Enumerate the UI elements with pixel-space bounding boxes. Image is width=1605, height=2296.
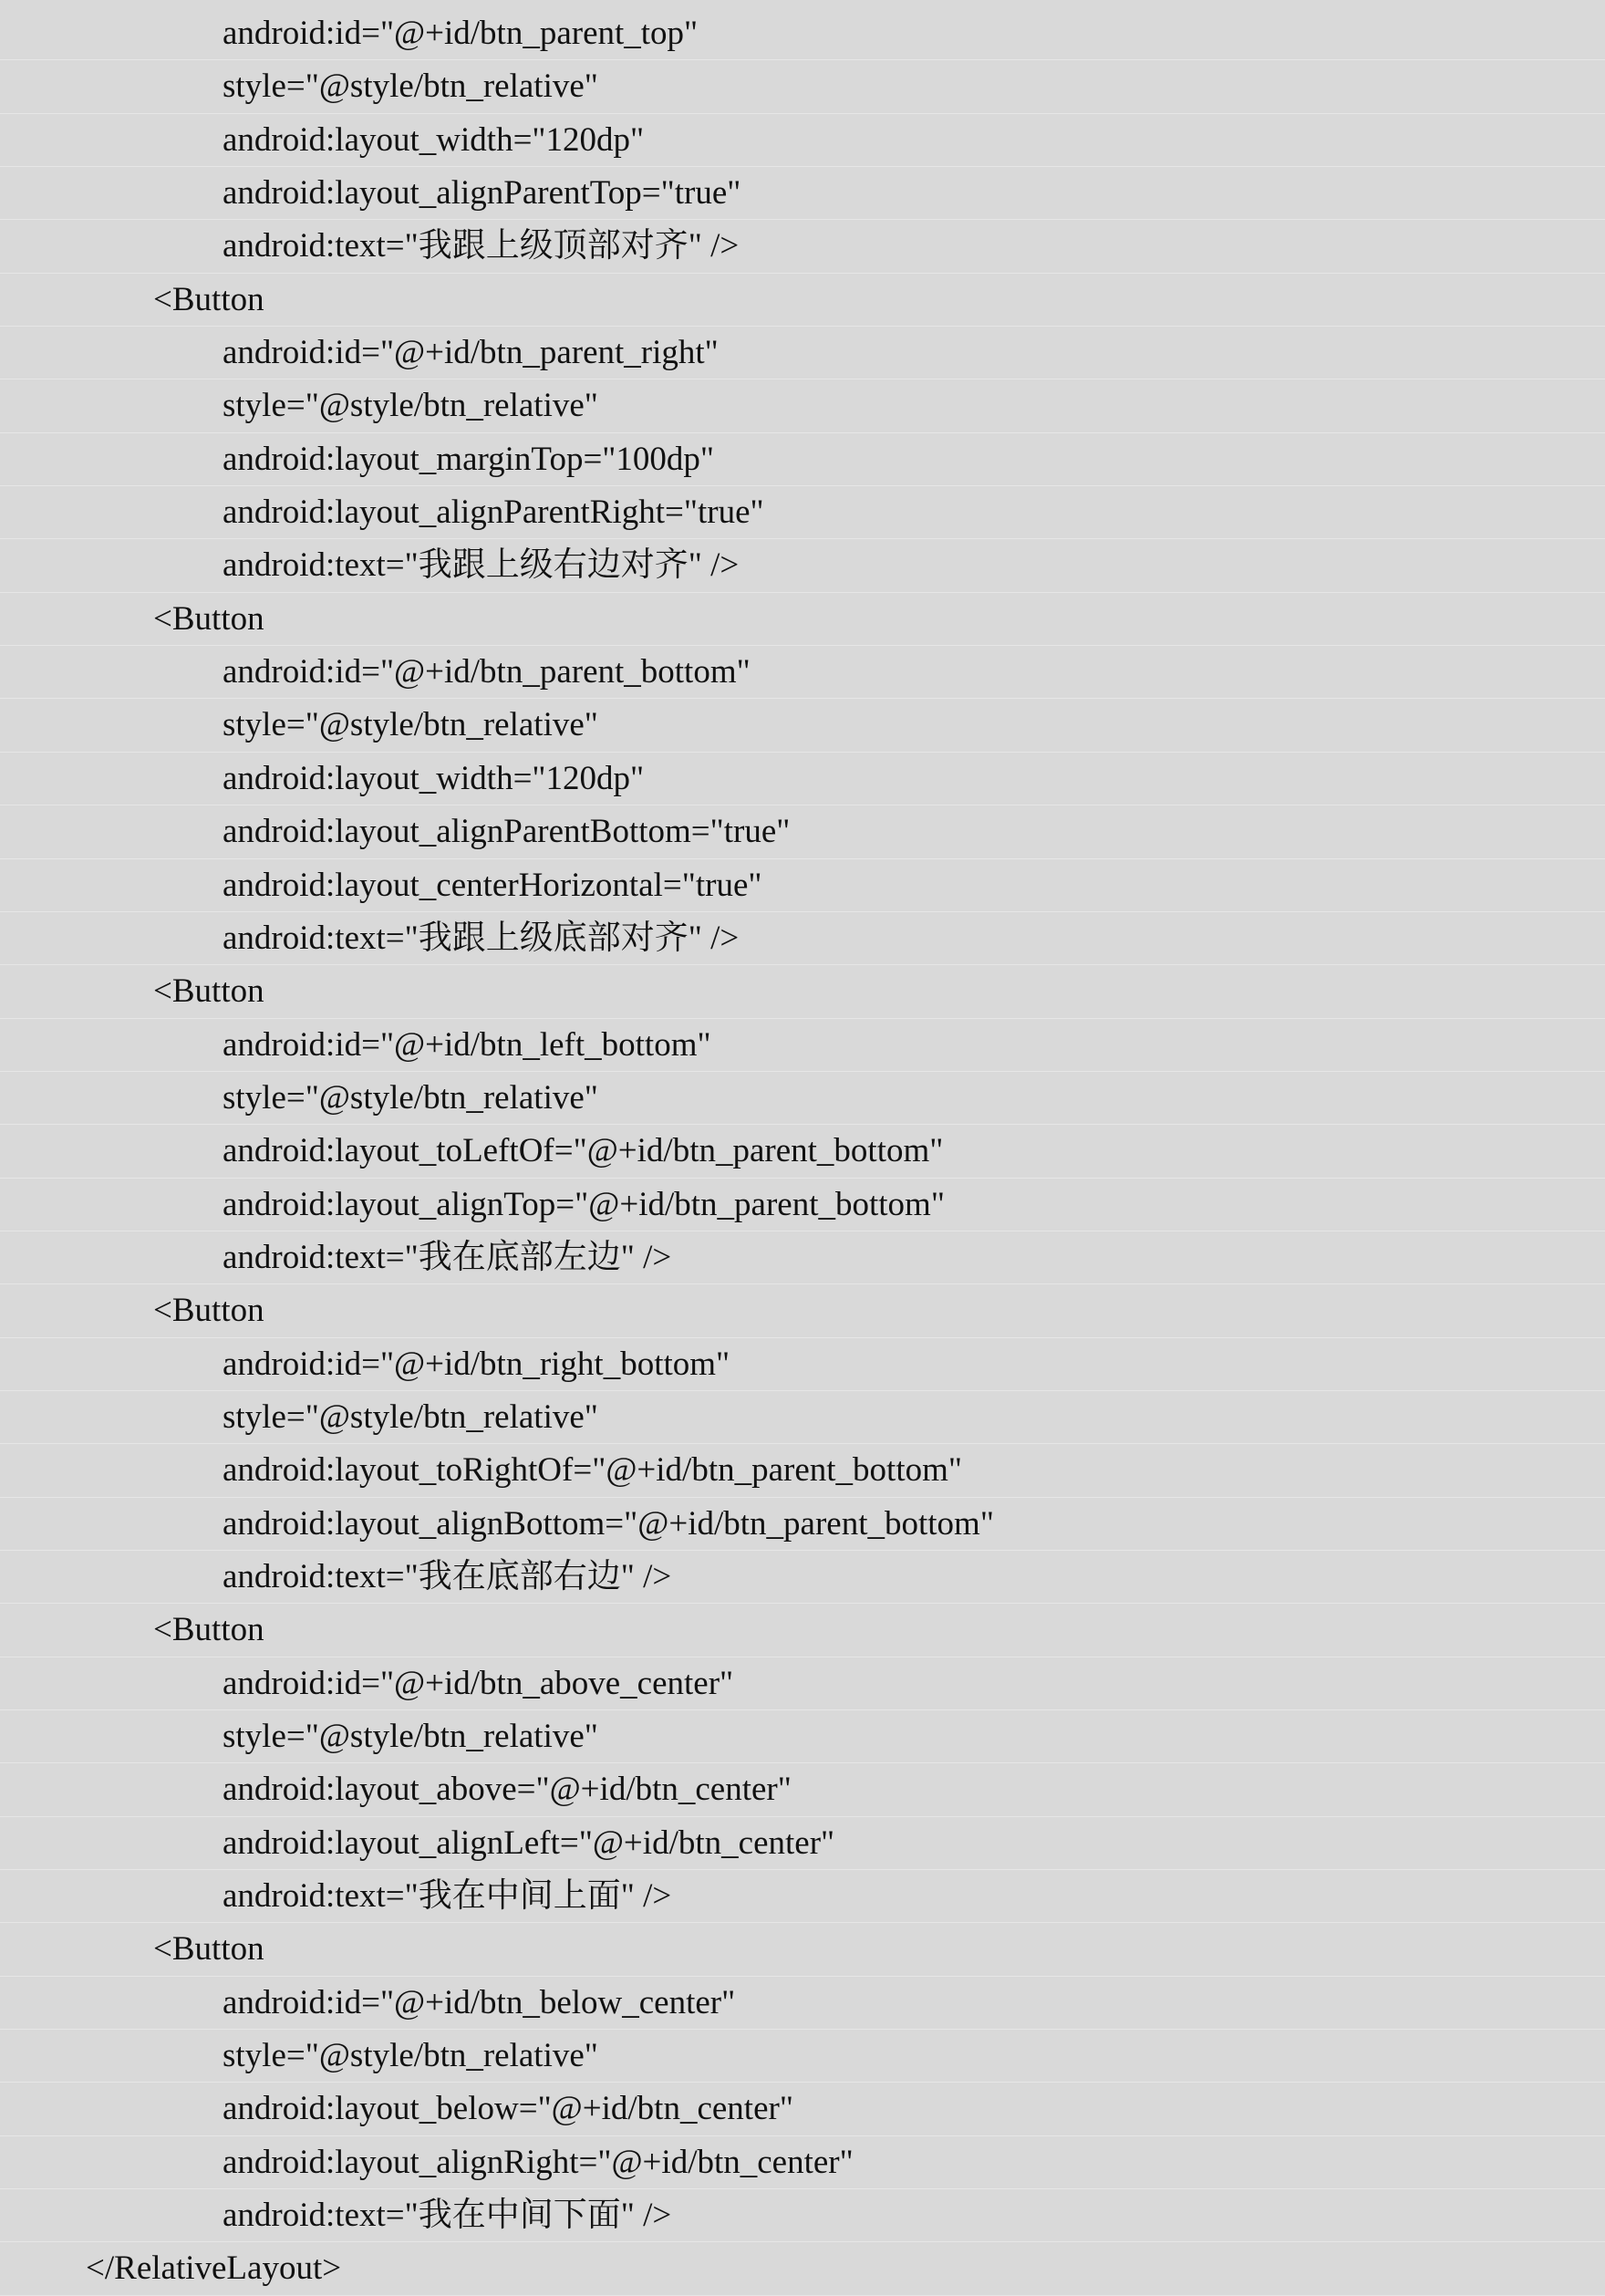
code-line: android:id="@+id/btn_parent_right": [0, 327, 1605, 379]
code-line: android:layout_marginTop="100dp": [0, 433, 1605, 486]
code-line: android:layout_alignParentTop="true": [0, 167, 1605, 220]
code-line: android:id="@+id/btn_above_center": [0, 1657, 1605, 1710]
code-line: <Button: [0, 1284, 1605, 1337]
code-line: android:layout_width="120dp": [0, 753, 1605, 805]
code-line: android:id="@+id/btn_parent_top": [0, 7, 1605, 60]
code-line: android:id="@+id/btn_below_center": [0, 1977, 1605, 2030]
code-line: android:id="@+id/btn_left_bottom": [0, 1019, 1605, 1072]
code-line: style="@style/btn_relative": [0, 60, 1605, 113]
code-line: android:id="@+id/btn_parent_bottom": [0, 646, 1605, 699]
code-line: android:id="@+id/btn_right_bottom": [0, 1338, 1605, 1391]
code-line: android:text="我跟上级底部对齐" />: [0, 912, 1605, 965]
code-line: android:layout_below="@+id/btn_center": [0, 2083, 1605, 2135]
code-line: android:layout_alignRight="@+id/btn_center": [0, 2136, 1605, 2189]
code-line: style="@style/btn_relative": [0, 699, 1605, 752]
code-line: android:text="我跟上级顶部对齐" />: [0, 220, 1605, 273]
code-line: <Button: [0, 1604, 1605, 1657]
code-line: android:layout_toLeftOf="@+id/btn_parent_bottom": [0, 1125, 1605, 1178]
code-line: android:layout_above="@+id/btn_center": [0, 1763, 1605, 1816]
code-line: android:layout_alignBottom="@+id/btn_parent_bottom": [0, 1498, 1605, 1551]
code-line: android:layout_alignLeft="@+id/btn_center": [0, 1817, 1605, 1870]
code-line: <Button: [0, 965, 1605, 1018]
code-line: android:text="我在底部右边" />: [0, 1551, 1605, 1604]
code-line: style="@style/btn_relative": [0, 2030, 1605, 2083]
code-line: android:layout_alignParentBottom="true": [0, 805, 1605, 858]
code-line: style="@style/btn_relative": [0, 379, 1605, 432]
code-line: android:text="我在底部左边" />: [0, 1231, 1605, 1284]
code-line: android:text="我在中间下面" />: [0, 2189, 1605, 2242]
code-line: android:layout_alignTop="@+id/btn_parent_bottom": [0, 1179, 1605, 1231]
code-line: <Button: [0, 593, 1605, 646]
code-line: <Button: [0, 1923, 1605, 1976]
code-line: </RelativeLayout>: [0, 2242, 1605, 2295]
code-line: <Button: [0, 274, 1605, 327]
code-line: android:layout_centerHorizontal="true": [0, 859, 1605, 912]
code-line: style="@style/btn_relative": [0, 1072, 1605, 1125]
code-line: android:text="我跟上级右边对齐" />: [0, 539, 1605, 592]
code-line: android:layout_alignParentRight="true": [0, 486, 1605, 539]
code-line: android:layout_toRightOf="@+id/btn_parent_bottom": [0, 1444, 1605, 1497]
code-line: style="@style/btn_relative": [0, 1710, 1605, 1763]
code-line: android:layout_width="120dp": [0, 114, 1605, 167]
code-line: style="@style/btn_relative": [0, 1391, 1605, 1444]
code-line: android:text="我在中间上面" />: [0, 1870, 1605, 1923]
